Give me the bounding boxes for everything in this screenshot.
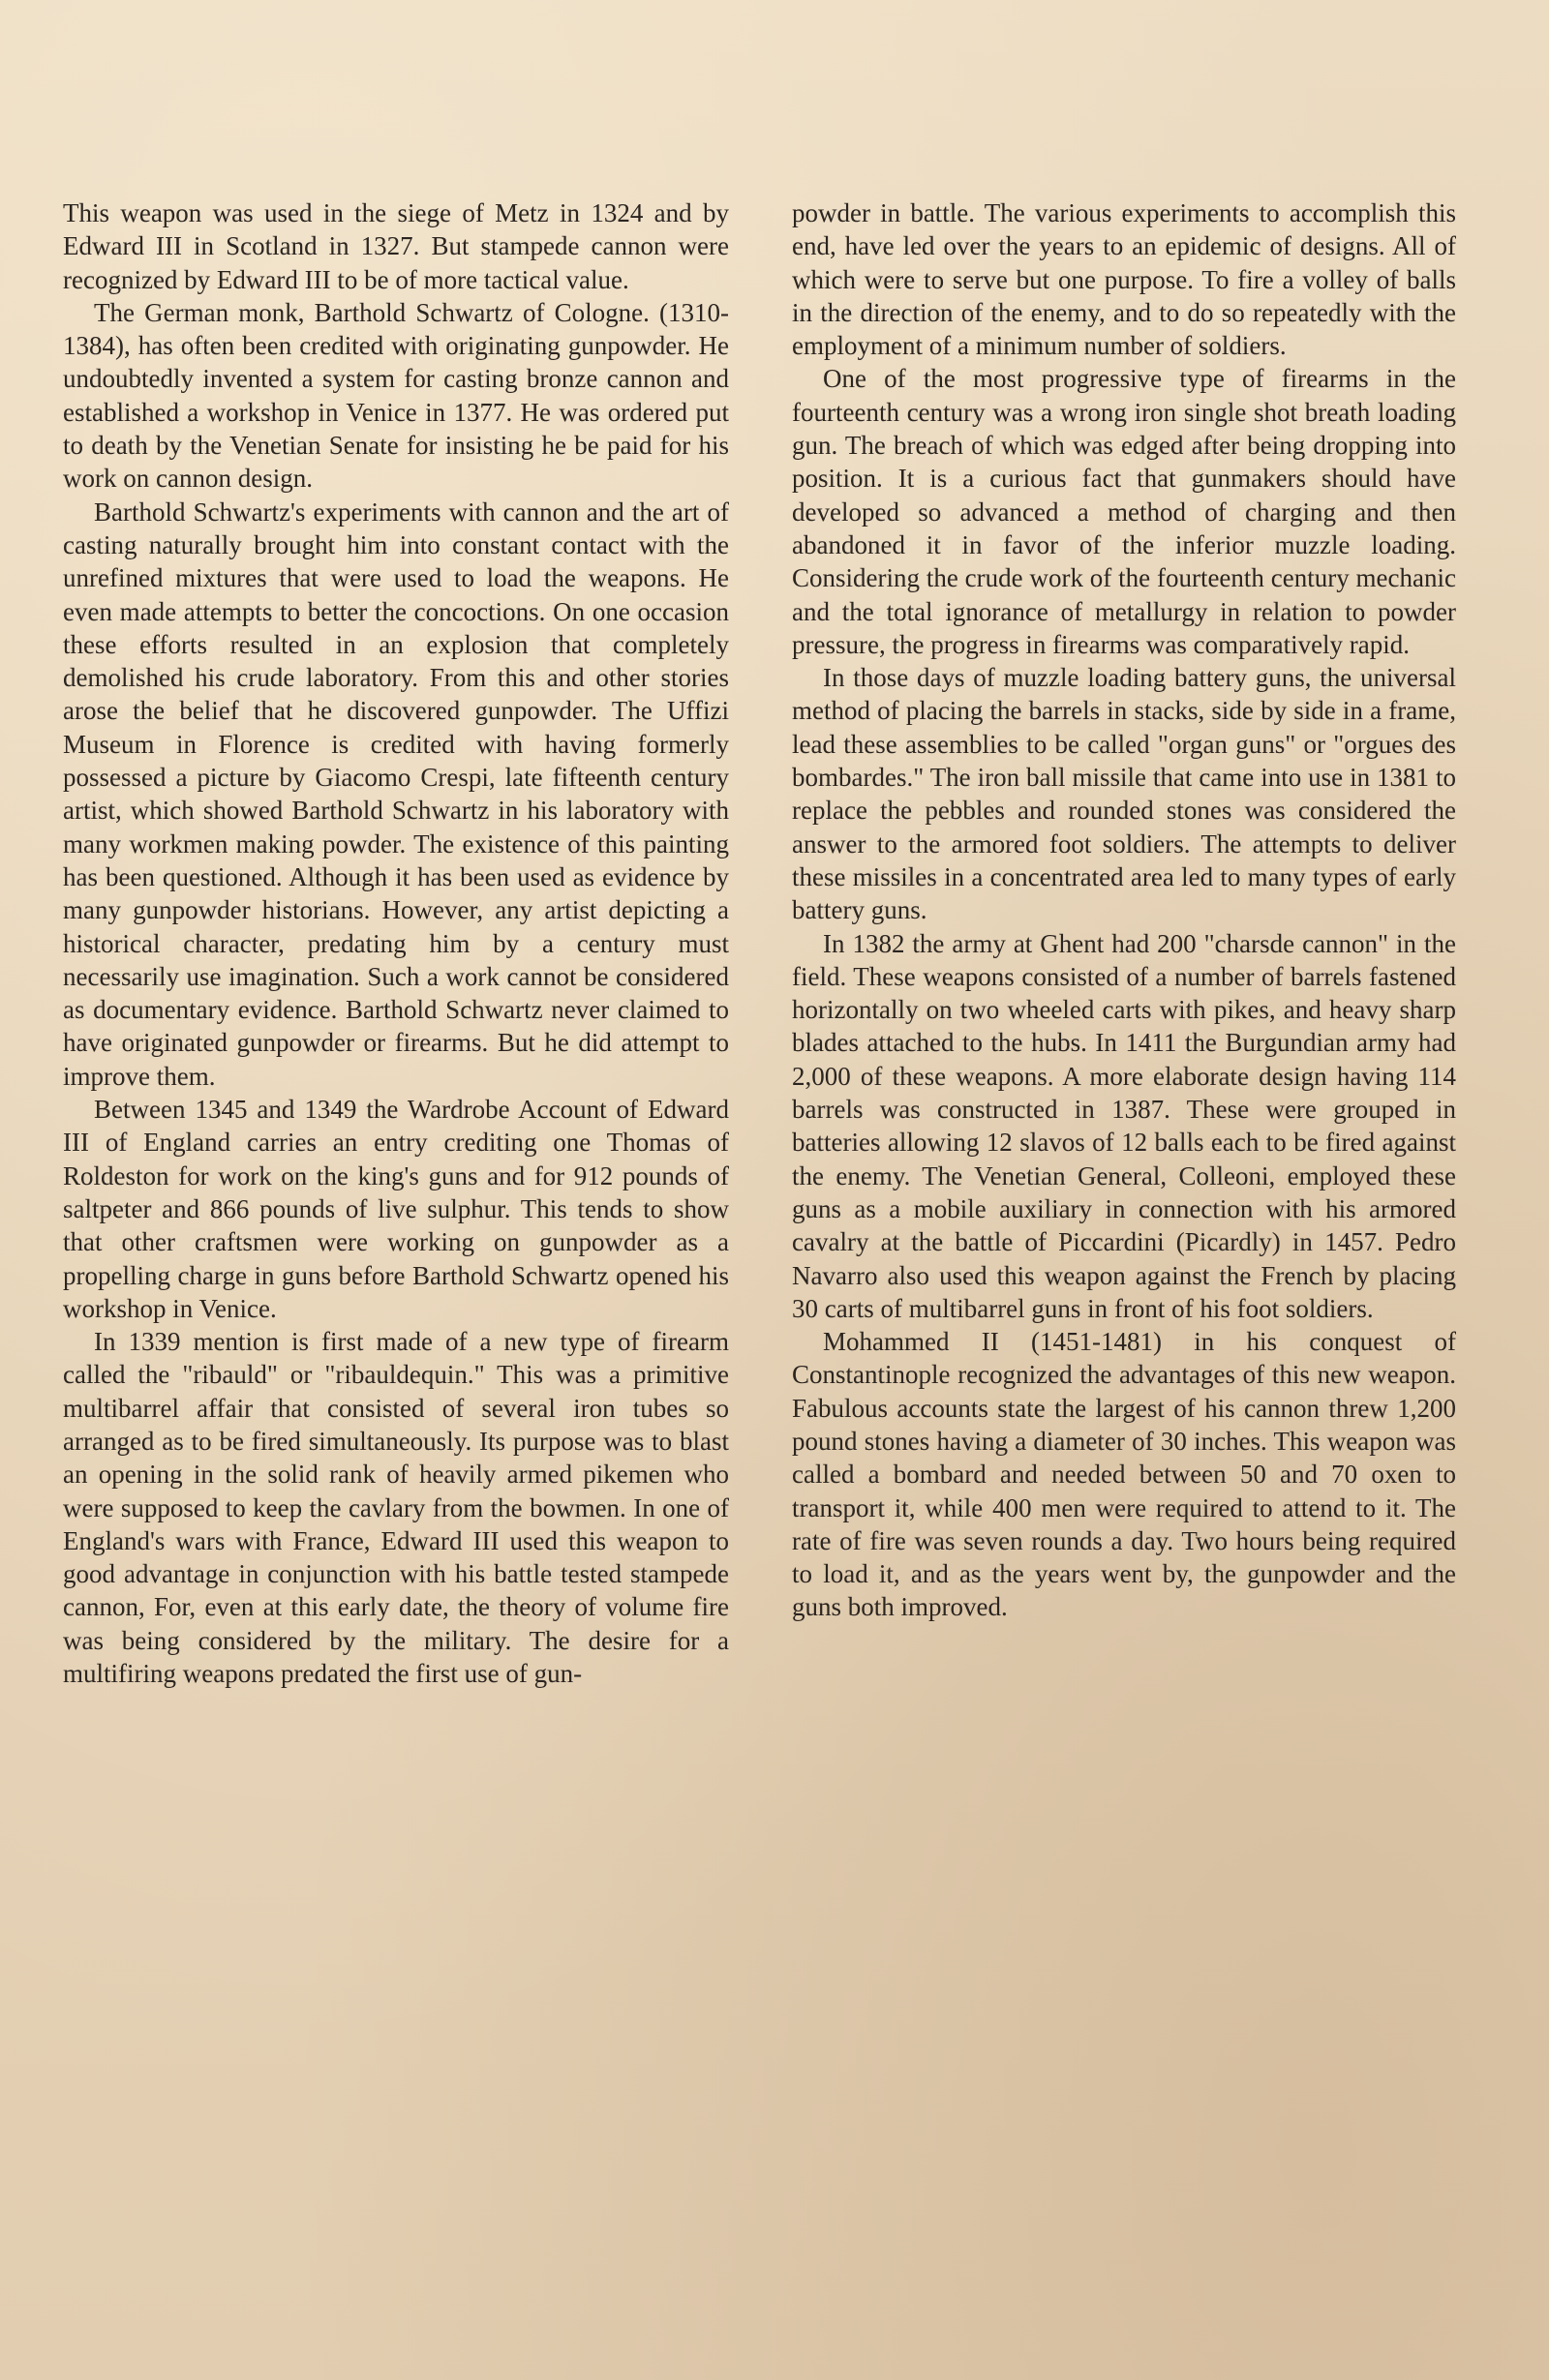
paragraph: In those days of muzzle loading battery guns, the universal method of placing the barrels in stacks, side by side in a frame, lead these assemblies to be called "organ guns" or "orgues des bombardes." The iron ball missile that came into use in 1381 to replace the pebbles and rounded stones was considered the answer to the armored foot soldiers. The attempts to deliver these missiles in a concentrated area led to many types of early battery guns. [792, 663, 1456, 925]
right-column [792, 196, 1456, 1624]
left-column [63, 196, 729, 1690]
paragraph: This weapon was used in the siege of Metz in 1324 and by Edward III in Scotland in 1327. But stampede cannon were recognized by Edward III to be of more tactical value. [63, 198, 729, 294]
paragraph: In 1339 mention is first made of a new type of firearm called the "ribauld" or "ribauldequin." This was a primitive multibarrel affair that consisted of several iron tubes so arranged as to be fired simultaneously. Its purpose was to blast an opening in the solid rank of heavily armed pikemen who were supposed to keep the cavlary from the bowmen. In one of England's wars with France, Edward III used this weapon to good advantage in conjunction with his battle tested stampede cannon, For, even at this early date, the theory of volume fire was being considered by the military. The desire for a multifiring weapons predated the first use of gun- [63, 1327, 729, 1689]
paragraph: Barthold Schwartz's experiments with cannon and the art of casting naturally brought him into constant contact with the unrefined mixtures that were used to load the weapons. He even made attempts to better the concoctions. On one occasion these efforts resulted in an explosion that completely demolished his crude laboratory. From this and other stories arose the belief that he discovered gunpowder. The Uffizi Museum in Florence is credited with having formerly possessed a picture by Giacomo Crespi, late fifteenth century artist, which showed Barthold Schwartz in his laboratory with many workmen making powder. The existence of this painting has been questioned. Although it has been used as evidence by many gunpowder historians. However, any artist depicting a historical character, predating him by a century must necessarily use imagination. Such a work cannot be considered as documentary evidence. Barthold Schwartz never claimed to have originated gunpowder or firearms. But he did attempt to improve them. [63, 497, 729, 1091]
paragraph: Between 1345 and 1349 the Wardrobe Account of Edward III of England carries an entry crediting one Thomas of Roldeston for work on the king's guns and for 912 pounds of saltpeter and 866 pounds of live sulphur. This tends to show that other craftsmen were working on gunpowder as a propelling charge in guns before Barthold Schwartz opened his workshop in Venice. [63, 1095, 729, 1323]
paragraph: Mohammed II (1451-1481) in his conquest of Constantinople recognized the advantages of this new weapon. Fabulous accounts state the largest of his cannon threw 1,200 pound stones having a diameter of 30 inches. This weapon was called a bombard and needed between 50 and 70 oxen to transport it, while 400 men were required to attend to it. The rate of fire was seven rounds a day. Two hours being required to load it, and as the years went by, the gunpowder and the guns both improved. [792, 1327, 1456, 1622]
paragraph: The German monk, Barthold Schwartz of Cologne. (1310-1384), has often been credited with originating gunpowder. He undoubtedly invented a system for casting bronze cannon and established a workshop in Venice in 1377. He was ordered put to death by the Venetian Senate for insisting he be paid for his work on cannon design. [63, 297, 729, 494]
paragraph: powder in battle. The various experiments to accomplish this end, have led over the years to an epidemic of designs. All of which were to serve but one purpose. To fire a volley of balls in the direction of the enemy, and to do so repeatedly with the employment of a minimum number of soldiers. [792, 198, 1456, 361]
paragraph: In 1382 the army at Ghent had 200 "charsde cannon" in the field. These weapons consisted of a number of barrels fastened horizontally on two wheeled carts with pikes, and heavy sharp blades attached to the hubs. In 1411 the Burgundian army had 2,000 of these weapons. A more elaborate design having 114 barrels was constructed in 1387. These were grouped in batteries allowing 12 slavos of 12 balls each to be fired against the enemy. The Venetian General, Colleoni, employed these guns as a mobile auxiliary in connection with his armored cavalry at the battle of Piccardini (Picardly) in 1457. Pedro Navarro also used this weapon against the French by placing 30 carts of multibarrel guns in front of his foot soldiers. [792, 928, 1456, 1323]
paragraph: One of the most progressive type of firearms in the fourteenth century was a wrong iron single shot breath loading gun. The breach of which was edged after being dropping into position. It is a curious fact that gunmakers should have developed so advanced a method of charging and then abandoned it in favor of the inferior muzzle loading. Considering the crude work of the fourteenth century mechanic and the total ignorance of metallurgy in relation to powder pressure, the progress in firearms was comparatively rapid. [792, 364, 1456, 659]
